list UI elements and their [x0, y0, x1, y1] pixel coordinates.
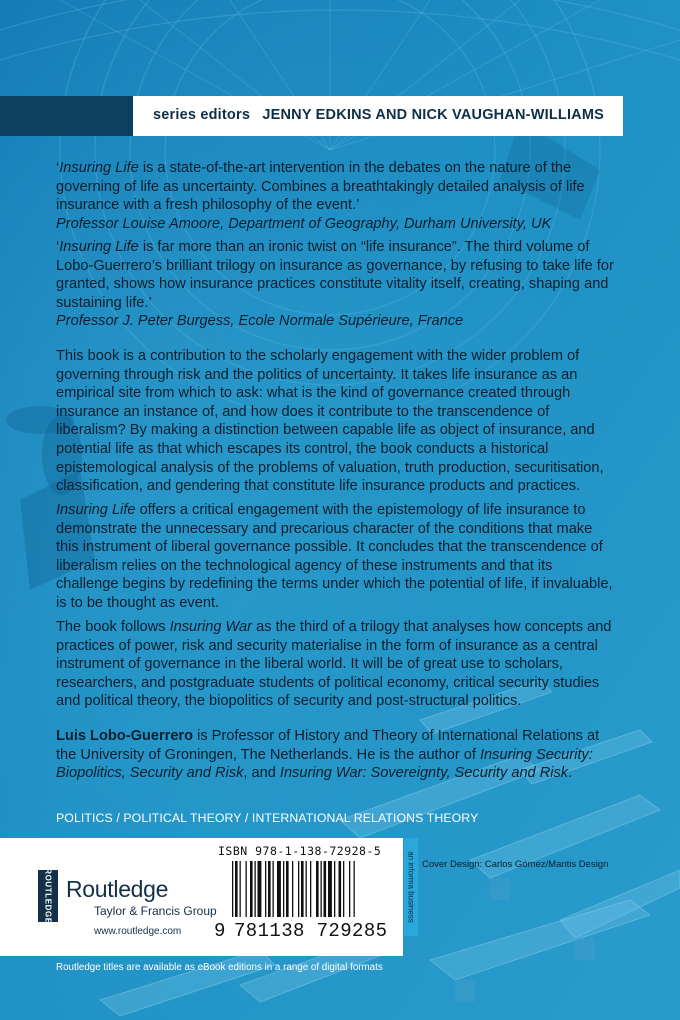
informa-label: an informa business	[406, 851, 416, 923]
barcode-bar	[277, 861, 281, 917]
series-editor-bar-accent	[0, 96, 133, 136]
description-text-a: The book follows	[56, 619, 170, 635]
description-book-title: Insuring Life	[56, 502, 136, 518]
barcode-bar	[283, 861, 284, 917]
description-paragraph-1: This book is a contribution to the scholarly engagement with the wider problem of governing through risk and the politics of uncertainty. It takes life insurance as an empirical site from which to ask: what is the kind of governance created through insurance an instance of, and how does it contribute to the transcendence of liberalism? By making a distinction between capable life as object of insurance, and potential life as that which escapes its control, the book conducts a historical epistemological analysis of the problems of valuation, truth production, securitisation, classification, and gendering that constitute life insurance products and practices.	[56, 348, 604, 495]
barcode-digits: 781138 729285	[234, 920, 388, 942]
barcode-bar	[306, 861, 307, 917]
barcode-bar	[310, 861, 311, 917]
barcode-bar	[235, 861, 238, 917]
author-bio-text: is Professor of History and Theory of International Relations at the University of Groningen, The Netherlands. He is the author of	[56, 728, 600, 763]
barcode-bar	[301, 861, 304, 917]
description-text-b: as the third of a trilogy that analyses how concepts and practices of power, risk and security materialise in the form of insurance as a central instrument of governance in the liberal world. It will be of great use to scholars, researchers, and postgraduate students of political economy, critical security studies and political theory, the biopolitics of security and post-structural politics.	[56, 619, 612, 710]
author-name: Luis Lobo-Guerrero	[56, 728, 194, 744]
barcode-bar	[354, 861, 355, 917]
barcode-bar	[298, 861, 299, 917]
endorsement-author: Professor Louise Amoore, Department of Geography, Durham University, UK	[56, 215, 552, 232]
barcode-bar	[265, 861, 266, 917]
barcode-bar	[321, 861, 322, 917]
description-text: offers a critical engagement with the epistemology of life insurance to demonstrate the unnecessary and precarious character of the conditions that make this instrument of liberal governance possible. It concludes that the transcendence of liberalism relies on the technological agency of these instruments and that its challenge begins by redefining the terms under which the potential of life, if invaluable, is to be thought as event.	[56, 502, 613, 611]
barcode-lead-digit: 9	[214, 920, 226, 942]
endorsement-author: Professor J. Peter Burgess, Ecole Normale Supérieure, France	[56, 313, 464, 330]
barcode-bar	[246, 861, 247, 917]
barcode-bar	[328, 861, 332, 917]
isbn-barcode	[232, 861, 392, 925]
isbn-label: ISBN 978-1-138-72928-5	[218, 844, 382, 858]
description-paragraph-2	[56, 501, 616, 613]
informa-strip	[404, 838, 418, 936]
barcode-bar	[232, 861, 233, 917]
barcode-bar	[286, 861, 289, 917]
publisher-url: www.routledge.com	[94, 926, 182, 937]
endorsement-book-title: Insuring Life	[59, 160, 139, 176]
barcode-bar	[349, 861, 350, 917]
description-paragraph-3	[56, 618, 616, 711]
endorsement-quote: ‘Insuring Life is a state-of-the-art intervention in the debates on the nature of the governing of life as uncertainty. Combines a breathtakingly detailed analysis of life insurance with a fresh philosophy of the event.’	[56, 160, 585, 214]
endorsement-text: is a state-of-the-art intervention in the debates on the nature of the governing of life as uncertainty. Combines a breathtakingly detailed analysis of life insurance with a fresh philosophy of the event.’	[56, 160, 585, 214]
ebook-note: Routledge titles are available as eBook editions in a range of digital formats	[56, 962, 383, 973]
barcode-bar	[258, 861, 262, 917]
subject-categories: POLITICS / POLITICAL THEORY / INTERNATIONAL RELATIONS THEORY	[56, 811, 479, 825]
routledge-logo-icon	[38, 870, 58, 922]
routledge-logo-text: ROUTLEDGE	[43, 868, 53, 924]
author-bio-and: , and	[243, 765, 280, 782]
barcode-bar	[292, 861, 293, 917]
author-bio-end: .	[568, 765, 573, 782]
barcode-bar	[255, 861, 256, 917]
author-book-2: Insuring War: Sovereignty, Security and Risk	[279, 765, 569, 782]
author-book-1: Insuring Security: Biopolitics, Security and Risk	[56, 746, 593, 782]
series-editors-names: JENNY EDKINS AND NICK VAUGHAN-WILLIAMS	[262, 107, 604, 123]
barcode-bar	[324, 861, 327, 917]
barcode-bar	[339, 861, 342, 917]
barcode-bar	[334, 861, 335, 917]
series-editors-bar	[133, 96, 623, 136]
series-editors-label: series editors	[153, 107, 251, 123]
endorsement-quote: ‘Insuring Life is far more than an ironic twist on “life insurance”. The third volume of Lobo-Guerrero’s brilliant trilogy on insurance as governance, by refusing to take life for granted, shows how insurance practices constitute vitality itself, creating, shaping and sustaining life.’	[56, 239, 614, 311]
endorsement-text: is far more than an ironic twist on “life insurance”. The third volume of Lobo-Guerrero’s brilliant trilogy on insurance as governance, by refusing to take life for granted, shows how insurance practices constitute vitality itself, creating, shaping and sustaining life.’	[56, 239, 614, 311]
barcode-bar	[273, 861, 274, 917]
barcode-bar	[316, 861, 319, 917]
author-bio	[56, 727, 616, 783]
barcode-bar	[240, 861, 241, 917]
endorsement-book-title: Insuring Life	[59, 239, 139, 255]
barcode-bar	[343, 861, 344, 917]
publisher-group: Taylor & Francis Group	[94, 904, 217, 918]
barcode-bar	[250, 861, 253, 917]
endorsement-2	[56, 238, 616, 331]
barcode-bar	[268, 861, 271, 917]
publisher-name: Routledge	[66, 876, 169, 902]
endorsement-1	[56, 159, 616, 233]
description-book-title: Insuring War	[169, 619, 253, 635]
cover-design-credit: Cover Design: Carlos Gómez/Mantis Design	[422, 859, 609, 870]
